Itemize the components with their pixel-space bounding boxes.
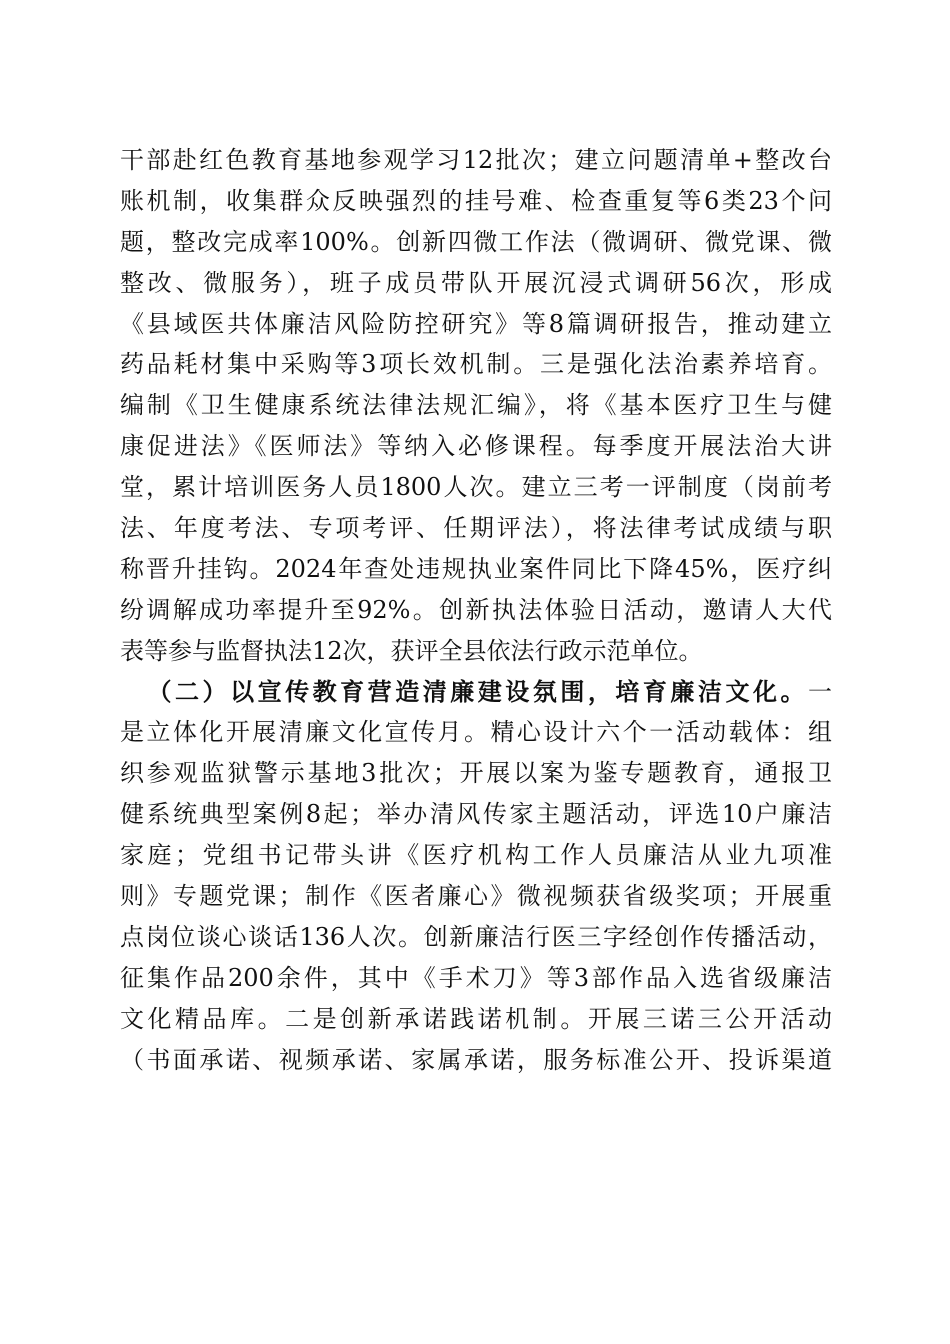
paragraph-line: 文化精品库。二是创新承诺践诺机制。开展三诺三公开活动 [120, 1004, 832, 1033]
paragraph-line: 题，整改完成率100%。创新四微工作法（微调研、微党课、微 [120, 227, 832, 256]
paragraph-line: 法、年度考法、专项考评、任期评法），将法律考试成绩与职 [120, 514, 832, 543]
paragraph-line: 账机制，收集群众反映强烈的挂号难、检查重复等6类23个问 [120, 186, 832, 215]
paragraph-line: 表等参与监督执法12次，获评全县依法行政示范单位。 [120, 636, 703, 665]
paragraph-line: 干部赴红色教育基地参观学习12批次；建立问题清单+整改台 [120, 146, 832, 174]
paragraph-line: 家庭；党组书记带头讲《医疗机构工作人员廉洁从业九项准 [120, 841, 832, 870]
paragraph-line: 称晋升挂钩。2024年查处违规执业案件同比下降45%，医疗纠 [120, 554, 832, 583]
paragraph-line: 《县域医共体廉洁风险防控研究》等8篇调研报告，推动建立 [120, 309, 832, 338]
paragraph-line: 是立体化开展清廉文化宣传月。精心设计六个一活动载体：组 [120, 718, 832, 747]
paragraph-line: 药品耗材集中采购等3项长效机制。三是强化法治素养培育。 [120, 350, 832, 379]
paragraph-line: 征集作品200余件，其中《手术刀》等3部作品入选省级廉洁 [120, 963, 832, 992]
paragraph-line: （书面承诺、视频承诺、家属承诺，服务标准公开、投诉渠道 [120, 1045, 832, 1074]
paragraph-line: 编制《卫生健康系统法律法规汇编》，将《基本医疗卫生与健 [120, 391, 832, 420]
paragraph-line: 织参观监狱警示基地3批次；开展以案为鉴专题教育，通报卫 [120, 759, 832, 788]
section-heading: （二）以宣传教育营造清廉建设氛围，培育廉洁文化。 [144, 676, 808, 706]
paragraph-line: 纷调解成功率提升至92%。创新执法体验日活动，邀请人大代 [120, 595, 832, 624]
paragraph-text: 一 [808, 677, 832, 706]
document-body [120, 140, 832, 1080]
paragraph-line: 整改、微服务），班子成员带队开展沉浸式调研56次，形成 [120, 268, 832, 297]
section-heading-line [120, 672, 832, 713]
paragraph-line: 康促进法》《医师法》等纳入必修课程。每季度开展法治大讲 [120, 432, 832, 461]
paragraph-line: 则》专题党课；制作《医者廉心》微视频获省级奖项；开展重 [120, 882, 832, 911]
paragraph-line: 点岗位谈心谈话136人次。创新廉洁行医三字经创作传播活动， [120, 922, 832, 951]
paragraph-line: 健系统典型案例8起；举办清风传家主题活动，评选10户廉洁 [120, 800, 832, 829]
paragraph-line: 堂，累计培训医务人员1800人次。建立三考一评制度（岗前考 [120, 473, 832, 502]
